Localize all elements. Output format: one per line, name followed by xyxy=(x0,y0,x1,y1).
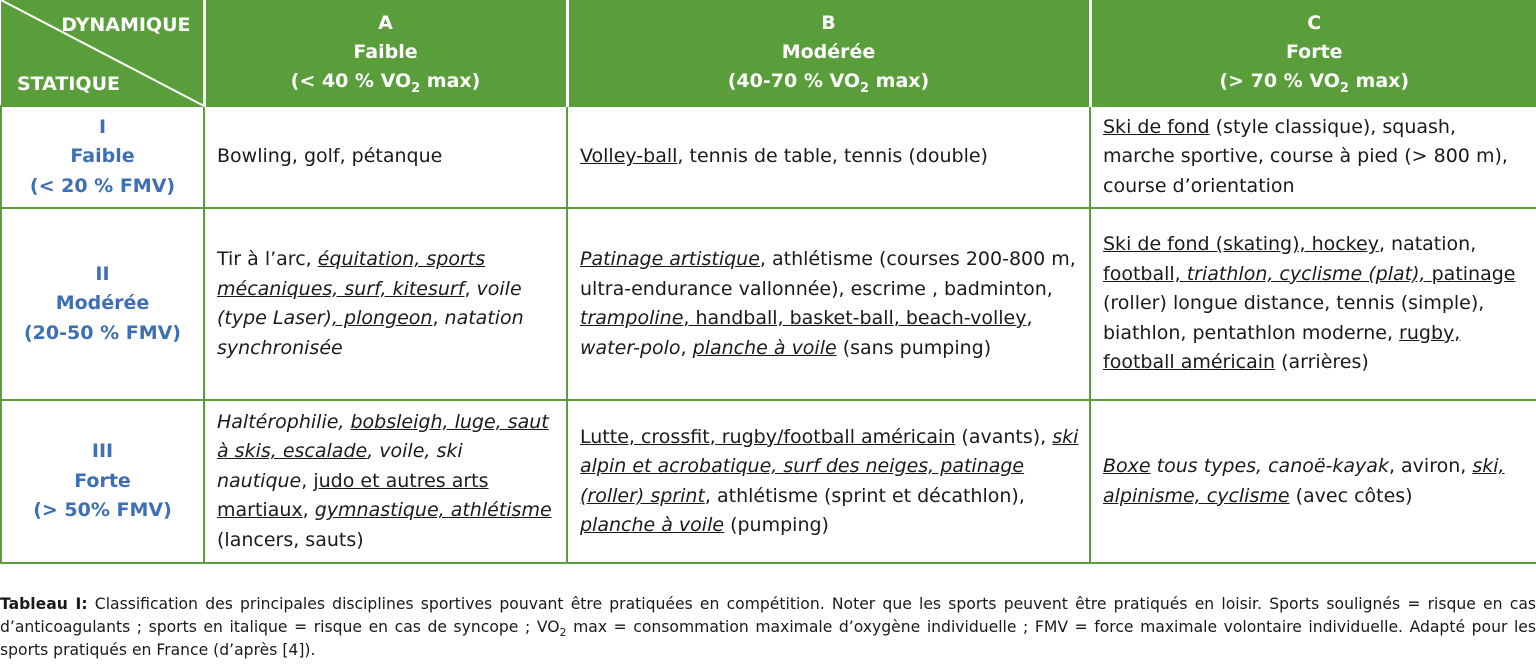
sport-text-run: , xyxy=(302,499,315,522)
column-range: (40-70 % $VO_2$ max) xyxy=(727,70,930,96)
column-letter: A xyxy=(378,12,393,34)
sport-text-run: Lutte, crossfit, rugby/football américain xyxy=(580,425,956,448)
sport-text-run: (avec côtes) xyxy=(1289,484,1413,507)
sport-text-run: judo et autres arts martiaux xyxy=(217,469,489,522)
row-header-i xyxy=(1,106,204,208)
sport-text-run: (lancers, sauts) xyxy=(217,528,364,551)
sports-cell-iiic xyxy=(1090,400,1536,563)
row-header-iii xyxy=(1,400,204,563)
caption-text: Classification des principales disciplines sportives pouvant être pratiquées en compétition. Noter que les sports peuvent être pratiqués en loisir. Sports soulignés = risque en cas d’anticoagulants ; sports en italique = risque en cas de syncope ; VO xyxy=(0,595,1536,636)
sport-text-run: Tir à l’arc, xyxy=(217,248,318,270)
table-row-static-low xyxy=(1,106,1536,208)
dynamic-axis-label: DYNAMIQUE xyxy=(61,14,191,36)
row-numeral: II xyxy=(95,262,110,285)
sport-text-run: tous types, canoë-kayak xyxy=(1150,455,1389,477)
sports-cell-iiib xyxy=(567,400,1090,563)
sport-text-run: football, xyxy=(1103,262,1187,285)
sport-text-run: (avants), xyxy=(955,425,1053,448)
caption-text-cont: max = consommation maximale d’oxygène individuelle ; FMV = force maximale volontaire individuelle. Adapté pour les sports pratiqués en France (d’après [4]). xyxy=(0,618,1536,659)
sport-text-run: , tennis de table, tennis (double) xyxy=(677,145,988,168)
header-row xyxy=(1,0,1536,106)
sport-text-run: ski, alpinisme, cyclisme xyxy=(1103,455,1505,507)
sport-text-run: (arrières) xyxy=(1275,351,1369,374)
sport-text-run: ski alpin et acrobatique, surf des neiges, patinage (roller) sprint xyxy=(580,425,1079,507)
caption-lead: Tableau I: xyxy=(0,595,88,613)
sport-text-run: triathlon, cyclisme (plat), xyxy=(1186,262,1432,285)
sport-text-run: , athlétisme (sprint et décathlon), xyxy=(704,484,1025,507)
caption-subscript: 2 xyxy=(559,626,567,639)
row-range: (20-50 % FMV) xyxy=(24,321,181,344)
sport-text-run: (sans pumping) xyxy=(836,336,992,359)
column-header-a xyxy=(204,0,567,106)
sport-text-run: Patinage artistique xyxy=(580,248,760,270)
column-level: Modérée xyxy=(781,41,876,63)
sport-text-run: rugby, football américain xyxy=(1103,321,1461,374)
row-header-ii xyxy=(1,208,204,400)
sport-text-run: water-polo xyxy=(580,336,681,359)
row-range: (> 50% FMV) xyxy=(33,499,172,522)
row-level: Modérée xyxy=(55,292,150,315)
static-axis-label: STATIQUE xyxy=(17,73,120,95)
sport-text-run: , xyxy=(432,307,445,329)
sports-cell-iic xyxy=(1090,208,1536,400)
sport-text-run: Haltérophilie, xyxy=(217,410,351,433)
sport-text-run: voile (type Laser) xyxy=(217,277,522,329)
column-level: Forte xyxy=(1285,41,1343,63)
sport-text-run: , voile, ski nautique xyxy=(217,440,463,492)
row-numeral: III xyxy=(91,440,114,463)
sport-text-run: (style classique), squash, marche sportive, course à pied (> 800 m), course d’orientation xyxy=(1103,115,1508,197)
sport-text-run: , aviron, xyxy=(1388,455,1473,477)
sports-cell-iib xyxy=(567,208,1090,400)
column-range: (< 40 % $VO_2$ max) xyxy=(290,70,481,96)
sports-cell-ia xyxy=(204,106,567,208)
sport-text-run: (pumping) xyxy=(724,514,829,536)
sport-text-run: équitation, sports mécaniques, surf, kitesurf xyxy=(217,248,486,300)
column-header-b xyxy=(567,0,1090,106)
row-numeral: I xyxy=(98,115,107,138)
table-row-static-moderate xyxy=(1,208,1536,400)
sport-text-run: , plongeon xyxy=(331,307,433,329)
column-header-c xyxy=(1090,0,1536,106)
sport-text-run: planche à voile xyxy=(580,514,725,536)
sport-text-run: Ski de fond (skating), hockey xyxy=(1103,233,1379,256)
corner-header xyxy=(1,0,204,106)
column-level: Faible xyxy=(353,41,418,63)
sport-text-run: , athlétisme (courses 200-800 m, ultra-endurance vallonnée), escrime , badminton, xyxy=(580,248,1076,300)
column-letter: B xyxy=(821,12,836,34)
sport-text-run: Volley-ball xyxy=(580,145,678,168)
row-level: Forte xyxy=(74,469,131,492)
sport-text-run: , xyxy=(464,277,477,300)
sports-cell-iia xyxy=(204,208,567,400)
sport-text-run: trampoline xyxy=(580,307,684,329)
sport-text-run: , natation, xyxy=(1378,233,1477,256)
sport-text-run: (roller) longue distance, tennis (simple), biathlon, pentathlon moderne, xyxy=(1103,292,1485,344)
sports-cell-iiia xyxy=(204,400,567,563)
sport-text-run: Boxe xyxy=(1103,455,1151,477)
row-level: Faible xyxy=(70,145,135,168)
sports-cell-ib xyxy=(567,106,1090,208)
table-caption xyxy=(0,593,1536,662)
sports-cell-ic xyxy=(1090,106,1536,208)
sport-text-run: patinage xyxy=(1431,262,1516,285)
sport-text-run: , handball, basket-ball, beach-volley xyxy=(683,307,1027,329)
sport-text-run: , xyxy=(1026,307,1033,329)
sport-text-run: , xyxy=(680,336,693,359)
table-row-static-high xyxy=(1,400,1536,563)
sport-text-run: Bowling, golf, pétanque xyxy=(217,145,443,168)
column-letter: C xyxy=(1307,12,1322,34)
column-range: (> 70 % $VO_2$ max) xyxy=(1219,70,1410,96)
sport-text-run: bobsleigh, luge, saut à skis, escalade xyxy=(217,410,549,463)
sport-text-run: gymnastique, athlétisme xyxy=(314,499,552,522)
sport-text-run: , xyxy=(301,469,314,492)
row-range: (< 20 % FMV) xyxy=(29,174,176,197)
sport-text-run: planche à voile xyxy=(692,336,837,359)
sport-text-run: Ski de fond xyxy=(1103,115,1210,138)
sport-text-run: natation synchronisée xyxy=(217,307,524,359)
